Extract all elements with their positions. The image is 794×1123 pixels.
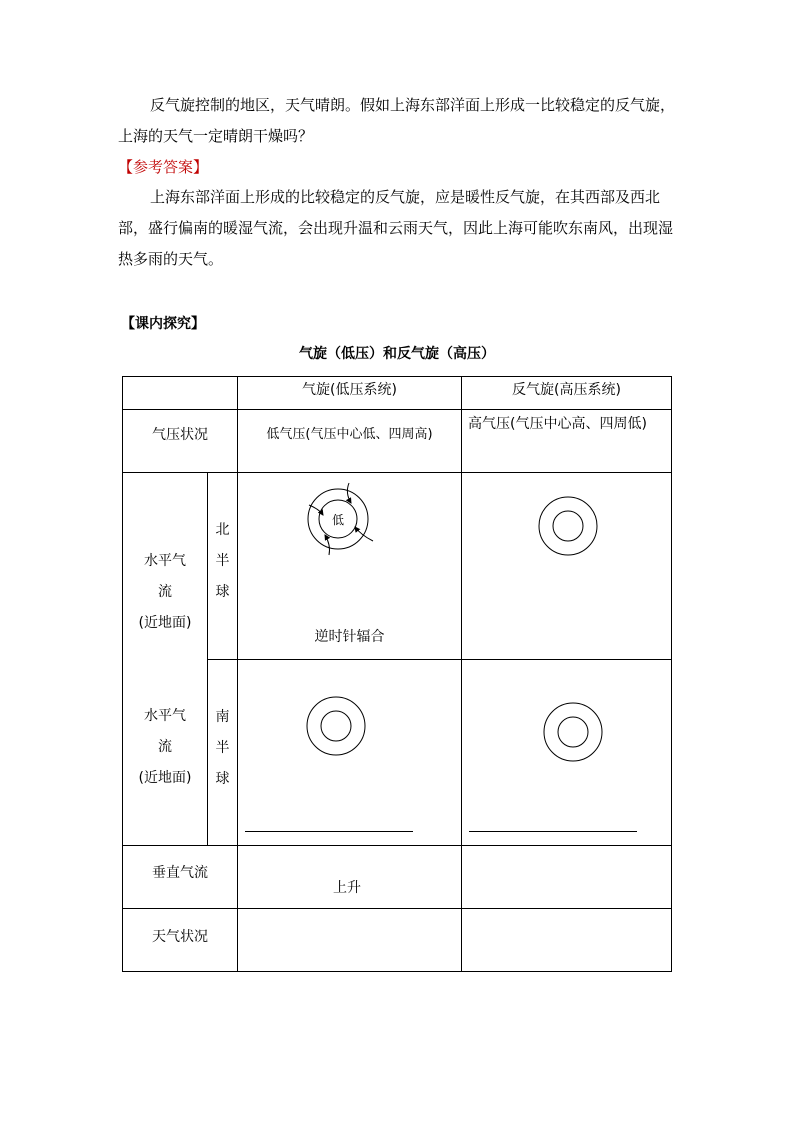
answer-heading: 【参考答案】 <box>118 158 209 176</box>
table-title: 气旋（低压）和反气旋（高压） <box>299 346 495 362</box>
pressure-label: 气压状况 <box>152 427 208 443</box>
table-divider <box>237 377 238 971</box>
question-paragraph: 反气旋控制的地区，天气晴朗。假如上海东部洋面上形成一比较稳定的反气旋，上海的天气一定晴朗干燥吗？ <box>118 96 676 145</box>
concentric-circles-icon <box>542 701 604 763</box>
table-divider <box>123 845 671 846</box>
counterclockwise-converging-arrows-icon <box>305 479 385 559</box>
concentric-circles-icon <box>537 495 599 557</box>
south-cyclone-answer-blank <box>245 831 413 832</box>
northern-hemisphere-label: 北 半 球 <box>215 522 230 600</box>
table-divider <box>207 659 671 660</box>
answer-paragraph: 上海东部洋面上形成的比较稳定的反气旋，应是暖性反气旋，在其西部及西北部，盛行偏南的暖湿气流，会出现升温和云雨天气，因此上海可能吹东南风，出现湿热多雨的天气。 <box>118 188 674 268</box>
vertical-airflow-label: 垂直气流 <box>152 865 208 881</box>
table-divider <box>123 472 671 473</box>
low-pressure-center-label: 低 <box>331 513 345 527</box>
southern-hemisphere-label: 南 半 球 <box>215 709 230 787</box>
south-anticyclone-answer-blank <box>469 831 637 832</box>
table-divider <box>461 377 462 971</box>
horizontal-airflow-label-south: 水平气 流 (近地面) <box>138 708 192 786</box>
pressure-anticyclone: 高气压(气压中心高、四周低) <box>468 416 647 432</box>
weather-label: 天气状况 <box>152 929 208 945</box>
north-cyclone-answer: 逆时针辐合 <box>314 629 385 645</box>
concentric-circles-icon <box>305 695 367 757</box>
table-divider <box>123 908 671 909</box>
section-heading: 【课内探究】 <box>121 316 205 332</box>
header-anticyclone: 反气旋(高压系统) <box>512 382 621 398</box>
horizontal-airflow-label-north: 水平气 流 (近地面) <box>138 553 192 631</box>
pressure-cyclone: 低气压(气压中心低、四周高) <box>266 427 433 442</box>
vertical-airflow-cyclone: 上升 <box>333 880 361 896</box>
comparison-table <box>122 376 672 972</box>
header-cyclone: 气旋(低压系统) <box>302 382 397 398</box>
